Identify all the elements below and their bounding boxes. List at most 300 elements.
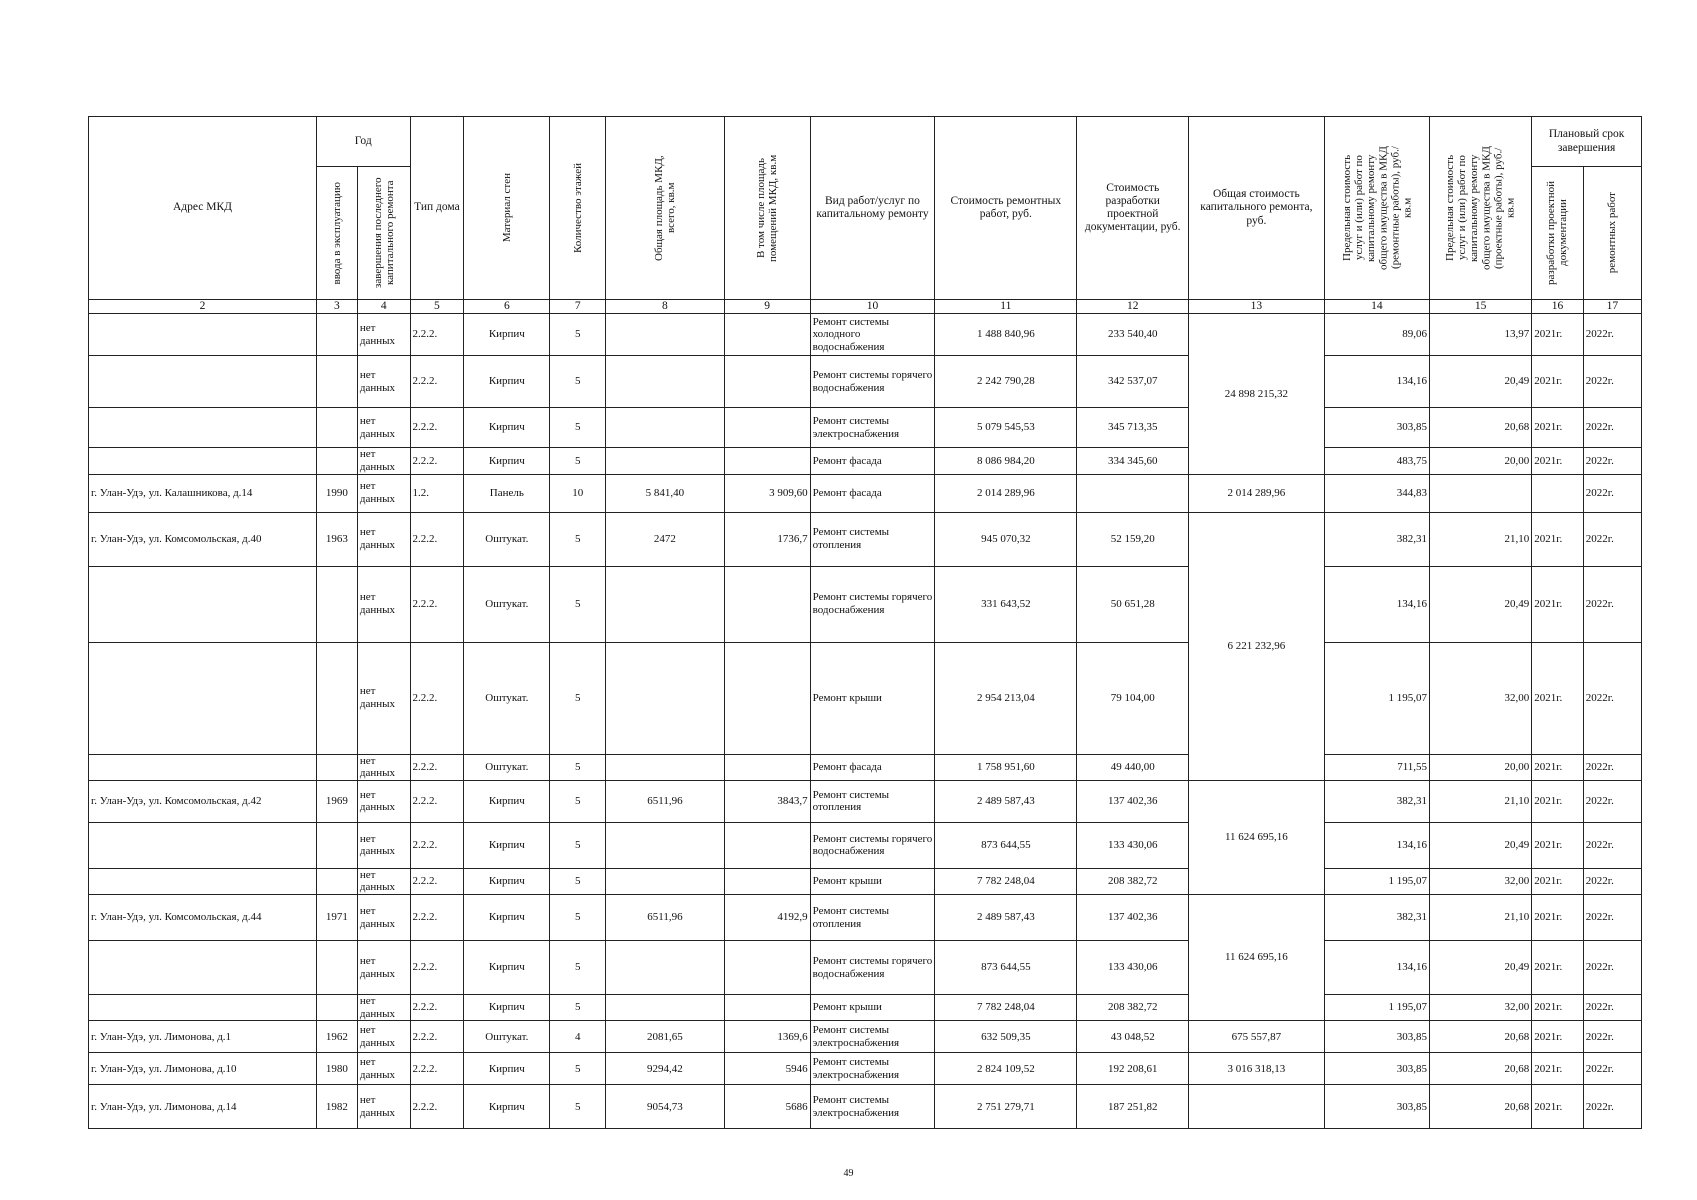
cell-last-repair: нет данных (357, 941, 410, 995)
cell-address: г. Улан-Удэ, ул. Калашникова, д.14 (89, 474, 317, 512)
cell-work-type: Ремонт крыши (810, 642, 935, 754)
cell-floors: 5 (550, 566, 606, 642)
cell-total-area (606, 448, 724, 474)
table-row (89, 474, 1642, 512)
cell-address: г. Улан-Удэ, ул. Лимонова, д.1 (89, 1021, 317, 1053)
cell-material: Кирпич (464, 314, 550, 356)
column-number: 13 (1189, 300, 1325, 314)
cell-work-type: Ремонт фасада (810, 448, 935, 474)
cell-floors: 5 (550, 780, 606, 822)
cell-deadline-repair: 2022г. (1583, 868, 1641, 894)
cell-total-cost (1189, 1085, 1325, 1129)
cell-design-cost: 50 651,28 (1077, 566, 1189, 642)
cell-design-cost: 137 402,36 (1077, 780, 1189, 822)
cell-limit-design: 32,00 (1430, 868, 1532, 894)
cell-deadline-design: 2021г. (1532, 754, 1584, 780)
cell-repair-cost: 873 644,55 (935, 941, 1077, 995)
cell-deadline-repair: 2022г. (1583, 1053, 1641, 1085)
cell-total-area: 9294,42 (606, 1053, 724, 1085)
cell-repair-cost: 1 488 840,96 (935, 314, 1077, 356)
header-deadline-repair: ремонтных работ (1583, 167, 1641, 300)
cell-house-type: 2.2.2. (410, 642, 464, 754)
cell-limit-repair: 303,85 (1324, 408, 1429, 448)
cell-floors: 5 (550, 356, 606, 408)
cell-limit-design: 20,00 (1430, 754, 1532, 780)
cell-last-repair: нет данных (357, 356, 410, 408)
cell-floors: 5 (550, 512, 606, 566)
cell-deadline-repair: 2022г. (1583, 941, 1641, 995)
cell-address (89, 822, 317, 868)
cell-last-repair: нет данных (357, 1053, 410, 1085)
table-row (89, 941, 1642, 995)
cell-premises-area (724, 941, 810, 995)
header-year-commission: ввода в эксплуатацию (316, 167, 357, 300)
cell-repair-cost: 7 782 248,04 (935, 868, 1077, 894)
cell-limit-design: 20,68 (1430, 408, 1532, 448)
cell-premises-area (724, 822, 810, 868)
cell-house-type: 2.2.2. (410, 314, 464, 356)
cell-house-type: 2.2.2. (410, 512, 464, 566)
cell-last-repair: нет данных (357, 448, 410, 474)
column-number: 16 (1532, 300, 1584, 314)
cell-material: Кирпич (464, 995, 550, 1021)
table-body (89, 314, 1642, 1129)
column-number: 9 (724, 300, 810, 314)
cell-work-type: Ремонт системы электроснабжения (810, 1085, 935, 1129)
cell-premises-area: 5686 (724, 1085, 810, 1129)
cell-material: Кирпич (464, 408, 550, 448)
cell-year-built (316, 408, 357, 448)
cell-deadline-repair: 2022г. (1583, 408, 1641, 448)
cell-last-repair: нет данных (357, 754, 410, 780)
header-total-cost: Общая стоимость капитального ремонта, руб. (1189, 117, 1325, 300)
cell-premises-area: 3 909,60 (724, 474, 810, 512)
cell-address (89, 356, 317, 408)
table-row (89, 895, 1642, 941)
cell-deadline-repair: 2022г. (1583, 314, 1641, 356)
cell-premises-area: 4192,9 (724, 895, 810, 941)
cell-floors: 5 (550, 754, 606, 780)
cell-total-area: 5 841,40 (606, 474, 724, 512)
cell-year-built: 1962 (316, 1021, 357, 1053)
cell-deadline-design: 2021г. (1532, 822, 1584, 868)
cell-last-repair: нет данных (357, 780, 410, 822)
cell-address (89, 448, 317, 474)
header-year: Год (316, 117, 410, 167)
cell-address (89, 314, 317, 356)
cell-total-area (606, 314, 724, 356)
cell-repair-cost: 2 014 289,96 (935, 474, 1077, 512)
table-row (89, 1053, 1642, 1085)
cell-repair-cost: 1 758 951,60 (935, 754, 1077, 780)
cell-material: Кирпич (464, 780, 550, 822)
cell-limit-design: 32,00 (1430, 642, 1532, 754)
cell-material: Оштукат. (464, 512, 550, 566)
cell-total-cost: 675 557,87 (1189, 1021, 1325, 1053)
table-row (89, 780, 1642, 822)
column-number: 6 (464, 300, 550, 314)
cell-address: г. Улан-Удэ, ул. Лимонова, д.14 (89, 1085, 317, 1129)
cell-total-area (606, 754, 724, 780)
cell-deadline-design (1532, 474, 1584, 512)
cell-year-built (316, 314, 357, 356)
cell-design-cost: 334 345,60 (1077, 448, 1189, 474)
cell-house-type: 2.2.2. (410, 1053, 464, 1085)
cell-house-type: 2.2.2. (410, 941, 464, 995)
cell-limit-design: 21,10 (1430, 512, 1532, 566)
cell-house-type: 2.2.2. (410, 448, 464, 474)
cell-premises-area (724, 642, 810, 754)
cell-address: г. Улан-Удэ, ул. Комсомольская, д.44 (89, 895, 317, 941)
cell-design-cost: 187 251,82 (1077, 1085, 1189, 1129)
cell-work-type: Ремонт системы горячего водоснабжения (810, 566, 935, 642)
header-limit-design: Предельная стоимость услуг и (или) работ по капитальному ремонту общего имущества в МКД (проектные работы), руб./кв.м (1430, 117, 1532, 300)
cell-repair-cost: 2 489 587,43 (935, 780, 1077, 822)
table-row (89, 822, 1642, 868)
cell-total-cost: 11 624 695,16 (1189, 895, 1325, 1021)
cell-design-cost: 233 540,40 (1077, 314, 1189, 356)
cell-deadline-design: 2021г. (1532, 895, 1584, 941)
cell-premises-area: 1369,6 (724, 1021, 810, 1053)
table-row (89, 642, 1642, 754)
cell-premises-area: 5946 (724, 1053, 810, 1085)
cell-last-repair: нет данных (357, 408, 410, 448)
cell-total-cost: 6 221 232,96 (1189, 512, 1325, 780)
cell-design-cost: 49 440,00 (1077, 754, 1189, 780)
cell-total-cost: 2 014 289,96 (1189, 474, 1325, 512)
cell-work-type: Ремонт системы горячего водоснабжения (810, 356, 935, 408)
cell-work-type: Ремонт крыши (810, 995, 935, 1021)
cell-limit-repair: 134,16 (1324, 822, 1429, 868)
cell-floors: 5 (550, 408, 606, 448)
cell-limit-design: 21,10 (1430, 780, 1532, 822)
cell-total-area: 6511,96 (606, 780, 724, 822)
table-row (89, 314, 1642, 356)
cell-limit-repair: 303,85 (1324, 1085, 1429, 1129)
cell-year-built: 1982 (316, 1085, 357, 1129)
cell-deadline-repair: 2022г. (1583, 895, 1641, 941)
cell-last-repair: нет данных (357, 1085, 410, 1129)
cell-limit-repair: 134,16 (1324, 356, 1429, 408)
cell-total-cost: 11 624 695,16 (1189, 780, 1325, 894)
cell-total-area (606, 566, 724, 642)
cell-deadline-repair: 2022г. (1583, 642, 1641, 754)
header-floors: Количество этажей (550, 117, 606, 300)
table-row (89, 512, 1642, 566)
header-house-type: Тип дома (410, 117, 464, 300)
cell-deadline-design: 2021г. (1532, 566, 1584, 642)
table-row (89, 1021, 1642, 1053)
cell-deadline-repair: 2022г. (1583, 1085, 1641, 1129)
cell-limit-design: 32,00 (1430, 995, 1532, 1021)
header-total-area: Общая площадь МКД, всего, кв.м (606, 117, 724, 300)
cell-premises-area (724, 448, 810, 474)
cell-limit-repair: 382,31 (1324, 895, 1429, 941)
cell-deadline-repair: 2022г. (1583, 356, 1641, 408)
cell-floors: 5 (550, 642, 606, 754)
cell-last-repair: нет данных (357, 1021, 410, 1053)
cell-last-repair: нет данных (357, 995, 410, 1021)
cell-floors: 10 (550, 474, 606, 512)
cell-limit-design: 20,49 (1430, 566, 1532, 642)
table-row (89, 1085, 1642, 1129)
cell-address (89, 566, 317, 642)
column-number: 17 (1583, 300, 1641, 314)
cell-limit-design: 13,97 (1430, 314, 1532, 356)
cell-floors: 5 (550, 941, 606, 995)
cell-repair-cost: 873 644,55 (935, 822, 1077, 868)
cell-year-built: 1990 (316, 474, 357, 512)
cell-address (89, 408, 317, 448)
cell-work-type: Ремонт системы отопления (810, 895, 935, 941)
cell-limit-repair: 1 195,07 (1324, 868, 1429, 894)
cell-limit-repair: 134,16 (1324, 941, 1429, 995)
cell-deadline-design: 2021г. (1532, 1085, 1584, 1129)
cell-year-built: 1969 (316, 780, 357, 822)
cell-repair-cost: 2 242 790,28 (935, 356, 1077, 408)
cell-limit-repair: 89,06 (1324, 314, 1429, 356)
cell-limit-design: 20,68 (1430, 1021, 1532, 1053)
cell-material: Кирпич (464, 448, 550, 474)
cell-deadline-repair: 2022г. (1583, 474, 1641, 512)
cell-material: Оштукат. (464, 566, 550, 642)
cell-work-type: Ремонт системы холодного водоснабжения (810, 314, 935, 356)
table-row (89, 754, 1642, 780)
column-number: 5 (410, 300, 464, 314)
cell-year-built (316, 822, 357, 868)
cell-material: Кирпич (464, 356, 550, 408)
cell-deadline-repair: 2022г. (1583, 1021, 1641, 1053)
column-number: 11 (935, 300, 1077, 314)
cell-deadline-design: 2021г. (1532, 408, 1584, 448)
cell-work-type: Ремонт фасада (810, 474, 935, 512)
cell-work-type: Ремонт системы электроснабжения (810, 408, 935, 448)
cell-last-repair: нет данных (357, 895, 410, 941)
cell-repair-cost: 2 489 587,43 (935, 895, 1077, 941)
cell-address: г. Улан-Удэ, ул. Комсомольская, д.42 (89, 780, 317, 822)
cell-limit-design (1430, 474, 1532, 512)
cell-premises-area (724, 566, 810, 642)
column-number-row (89, 300, 1642, 314)
cell-material: Оштукат. (464, 1021, 550, 1053)
cell-year-built (316, 566, 357, 642)
cell-address (89, 995, 317, 1021)
header-deadline: Плановый срок завершения (1532, 117, 1642, 167)
cell-material: Кирпич (464, 941, 550, 995)
column-number: 4 (357, 300, 410, 314)
cell-design-cost: 133 430,06 (1077, 822, 1189, 868)
cell-premises-area: 1736,7 (724, 512, 810, 566)
cell-repair-cost: 2 751 279,71 (935, 1085, 1077, 1129)
cell-limit-design: 20,49 (1430, 941, 1532, 995)
cell-house-type: 2.2.2. (410, 754, 464, 780)
cell-year-built (316, 642, 357, 754)
cell-last-repair: нет данных (357, 314, 410, 356)
cell-premises-area: 3843,7 (724, 780, 810, 822)
cell-deadline-design: 2021г. (1532, 448, 1584, 474)
cell-premises-area (724, 868, 810, 894)
cell-total-cost: 3 016 318,13 (1189, 1053, 1325, 1085)
cell-material: Кирпич (464, 895, 550, 941)
cell-work-type: Ремонт системы горячего водоснабжения (810, 941, 935, 995)
cell-material: Кирпич (464, 1085, 550, 1129)
header-limit-repair: Предельная стоимость услуг и (или) работ по капитальному ремонту общего имущества в МКД (ремонтные работы), руб./кв.м (1324, 117, 1429, 300)
cell-deadline-repair: 2022г. (1583, 780, 1641, 822)
cell-limit-design: 20,68 (1430, 1085, 1532, 1129)
cell-last-repair: нет данных (357, 512, 410, 566)
column-number: 2 (89, 300, 317, 314)
cell-total-area (606, 941, 724, 995)
cell-material: Кирпич (464, 868, 550, 894)
cell-last-repair: нет данных (357, 868, 410, 894)
cell-floors: 4 (550, 1021, 606, 1053)
cell-total-area: 6511,96 (606, 895, 724, 941)
header-premises-area: В том числе площадь помещений МКД, кв.м (724, 117, 810, 300)
cell-material: Оштукат. (464, 754, 550, 780)
cell-limit-repair: 303,85 (1324, 1021, 1429, 1053)
column-number: 15 (1430, 300, 1532, 314)
table-row (89, 408, 1642, 448)
cell-design-cost: 79 104,00 (1077, 642, 1189, 754)
cell-limit-repair: 1 195,07 (1324, 995, 1429, 1021)
cell-last-repair: нет данных (357, 566, 410, 642)
cell-house-type: 2.2.2. (410, 780, 464, 822)
cell-work-type: Ремонт системы горячего водоснабжения (810, 822, 935, 868)
cell-design-cost: 345 713,35 (1077, 408, 1189, 448)
cell-limit-repair: 382,31 (1324, 512, 1429, 566)
cell-design-cost: 208 382,72 (1077, 995, 1189, 1021)
cell-premises-area (724, 754, 810, 780)
cell-total-area: 2472 (606, 512, 724, 566)
cell-material: Кирпич (464, 822, 550, 868)
cell-total-area (606, 356, 724, 408)
cell-floors: 5 (550, 895, 606, 941)
cell-repair-cost: 8 086 984,20 (935, 448, 1077, 474)
cell-floors: 5 (550, 314, 606, 356)
cell-year-built (316, 941, 357, 995)
cell-design-cost: 342 537,07 (1077, 356, 1189, 408)
cell-limit-design: 21,10 (1430, 895, 1532, 941)
cell-repair-cost: 5 079 545,53 (935, 408, 1077, 448)
cell-year-built: 1980 (316, 1053, 357, 1085)
cell-total-area (606, 995, 724, 1021)
cell-material: Панель (464, 474, 550, 512)
cell-limit-repair: 344,83 (1324, 474, 1429, 512)
cell-total-area (606, 408, 724, 448)
cell-year-built (316, 868, 357, 894)
cell-deadline-design: 2021г. (1532, 780, 1584, 822)
cell-floors: 5 (550, 868, 606, 894)
cell-house-type: 2.2.2. (410, 566, 464, 642)
cell-floors: 5 (550, 1053, 606, 1085)
cell-repair-cost: 331 643,52 (935, 566, 1077, 642)
cell-address (89, 868, 317, 894)
cell-material: Оштукат. (464, 642, 550, 754)
cell-house-type: 2.2.2. (410, 1021, 464, 1053)
table-row (89, 448, 1642, 474)
cell-work-type: Ремонт системы отопления (810, 512, 935, 566)
cell-deadline-design: 2021г. (1532, 512, 1584, 566)
cell-total-cost: 24 898 215,32 (1189, 314, 1325, 474)
cell-house-type: 2.2.2. (410, 356, 464, 408)
cell-house-type: 2.2.2. (410, 895, 464, 941)
cell-address (89, 754, 317, 780)
cell-deadline-design: 2021г. (1532, 1021, 1584, 1053)
cell-limit-repair: 1 195,07 (1324, 642, 1429, 754)
cell-design-cost (1077, 474, 1189, 512)
cell-work-type: Ремонт системы отопления (810, 780, 935, 822)
cell-repair-cost: 2 824 109,52 (935, 1053, 1077, 1085)
cell-limit-repair: 303,85 (1324, 1053, 1429, 1085)
cell-deadline-design: 2021г. (1532, 314, 1584, 356)
cell-house-type: 2.2.2. (410, 408, 464, 448)
cell-address: г. Улан-Удэ, ул. Лимонова, д.10 (89, 1053, 317, 1085)
cell-total-area: 2081,65 (606, 1021, 724, 1053)
cell-house-type: 2.2.2. (410, 868, 464, 894)
cell-address: г. Улан-Удэ, ул. Комсомольская, д.40 (89, 512, 317, 566)
column-number: 3 (316, 300, 357, 314)
cell-year-built (316, 448, 357, 474)
column-number: 12 (1077, 300, 1189, 314)
cell-deadline-design: 2021г. (1532, 642, 1584, 754)
cell-work-type: Ремонт крыши (810, 868, 935, 894)
cell-deadline-repair: 2022г. (1583, 448, 1641, 474)
header-wall-material: Материал стен (464, 117, 550, 300)
cell-repair-cost: 945 070,32 (935, 512, 1077, 566)
cell-limit-design: 20,68 (1430, 1053, 1532, 1085)
header-deadline-design: разработки проектной документации (1532, 167, 1584, 300)
header-work-type: Вид работ/услуг по капитальному ремонту (810, 117, 935, 300)
cell-limit-repair: 382,31 (1324, 780, 1429, 822)
cell-deadline-design: 2021г. (1532, 941, 1584, 995)
header-year-last-repair: завершения последнего капитального ремонта (357, 167, 410, 300)
cell-year-built (316, 356, 357, 408)
cell-house-type: 2.2.2. (410, 1085, 464, 1129)
cell-design-cost: 52 159,20 (1077, 512, 1189, 566)
cell-limit-design: 20,49 (1430, 356, 1532, 408)
cell-year-built (316, 754, 357, 780)
column-number: 7 (550, 300, 606, 314)
cell-premises-area (724, 995, 810, 1021)
cell-repair-cost: 2 954 213,04 (935, 642, 1077, 754)
cell-deadline-design: 2021г. (1532, 356, 1584, 408)
cell-total-area: 9054,73 (606, 1085, 724, 1129)
cell-design-cost: 43 048,52 (1077, 1021, 1189, 1053)
cell-floors: 5 (550, 1085, 606, 1129)
cell-last-repair: нет данных (357, 642, 410, 754)
cell-last-repair: нет данных (357, 822, 410, 868)
cell-floors: 5 (550, 822, 606, 868)
table-row (89, 868, 1642, 894)
cell-work-type: Ремонт системы электроснабжения (810, 1021, 935, 1053)
column-number: 10 (810, 300, 935, 314)
cell-floors: 5 (550, 448, 606, 474)
cell-deadline-repair: 2022г. (1583, 822, 1641, 868)
cell-premises-area (724, 314, 810, 356)
table-row (89, 356, 1642, 408)
cell-design-cost: 208 382,72 (1077, 868, 1189, 894)
cell-total-area (606, 822, 724, 868)
table-row (89, 995, 1642, 1021)
column-number: 8 (606, 300, 724, 314)
cell-limit-repair: 134,16 (1324, 566, 1429, 642)
cell-house-type: 2.2.2. (410, 822, 464, 868)
cell-deadline-design: 2021г. (1532, 868, 1584, 894)
cell-limit-design: 20,00 (1430, 448, 1532, 474)
cell-year-built: 1971 (316, 895, 357, 941)
cell-deadline-repair: 2022г. (1583, 566, 1641, 642)
cell-total-area (606, 642, 724, 754)
